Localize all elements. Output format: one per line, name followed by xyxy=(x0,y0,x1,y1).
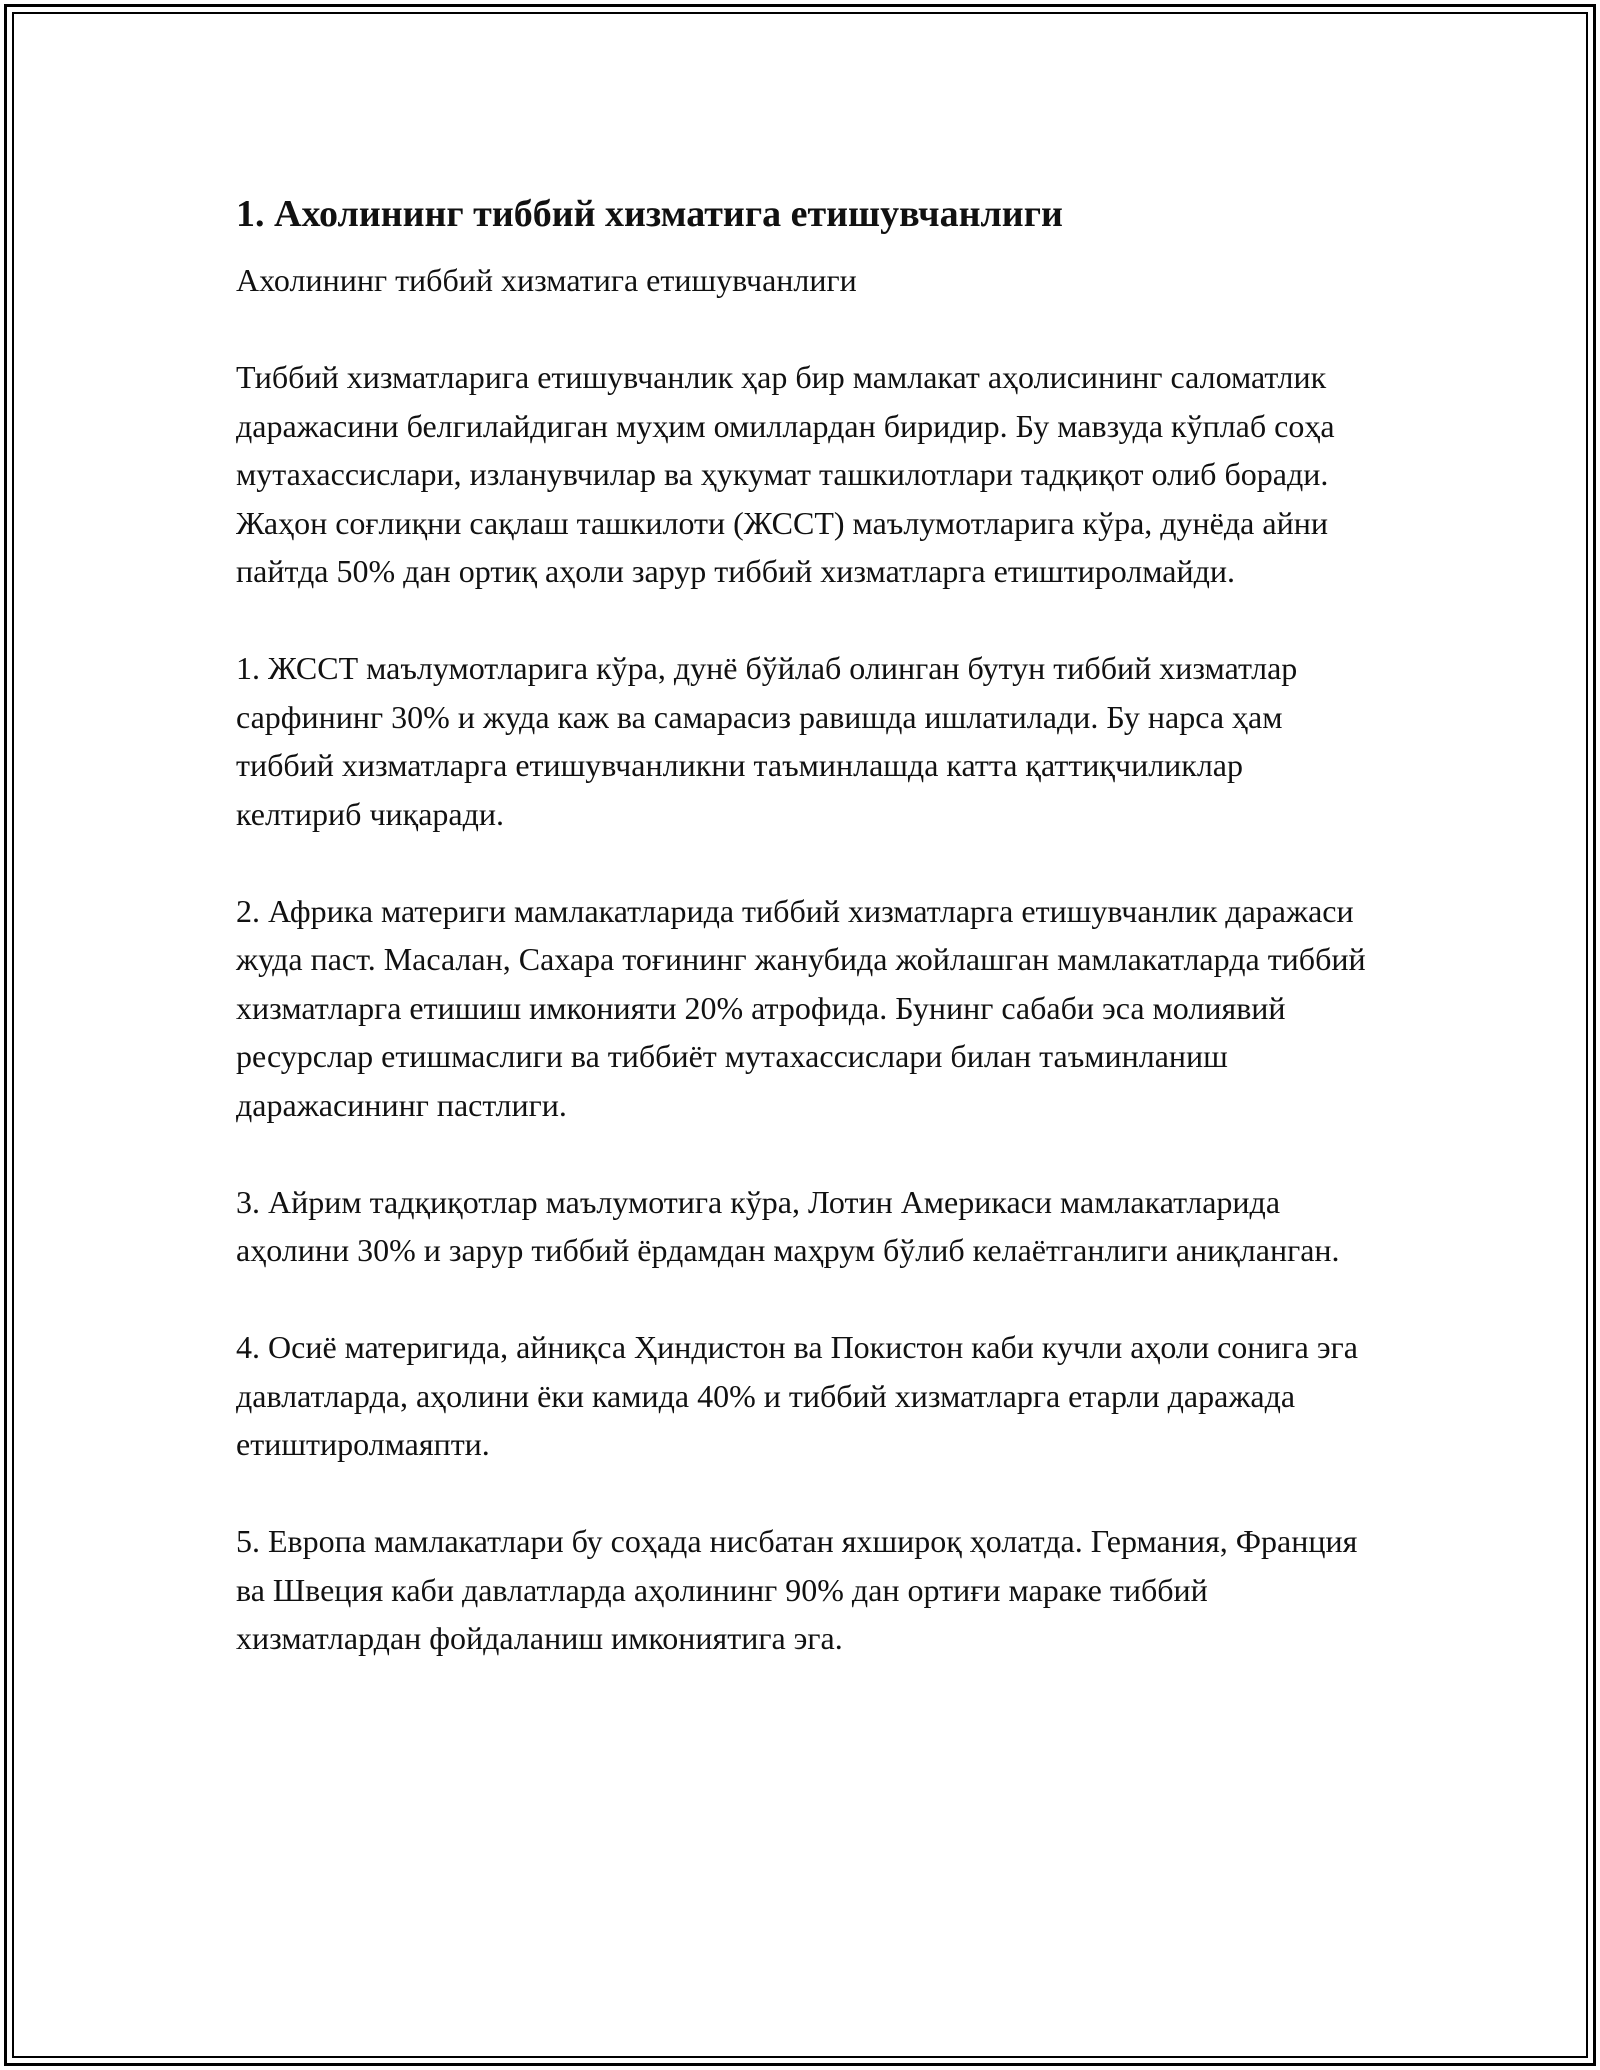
list-item-3: 3. Айрим тадқиқотлар маълумотига кўра, Лотин Америкаси мамлакатларида аҳолини 30% и зарур тиббий ёрдамдан маҳрум бўлиб келаётганлиги аниқланган. xyxy=(236,1183,1340,1268)
list-item-2: 2. Африка материги мамлакатларида тиббий хизматларга етишувчанлик даражаси жуда паст. Масалан, Сахара тоғининг жанубида жойлашган мамлакатларда тиббий хизматларга етишиш имконияти 20% атрофида. Бунинг сабаби эса молиявий ресурслар етишмаслиги ва тиббиёт мутахассислари билан таъминланиш даражасининг пастлиги. xyxy=(236,892,1366,1123)
list-item-5: 5. Европа мамлакатлари бу соҳада нисбатан яхшироқ ҳолатда. Германия, Франция ва Швеция каби давлатларда аҳолининг 90% дан ортиғи мараке тиббий хизматлардан фойдаланиш имкониятига эга. xyxy=(236,1523,1358,1656)
document-heading: 1. Ахолининг тиббий хизматига етишувчанлиги xyxy=(236,193,1063,235)
list-item-4: 4. Осиё материгида, айниқса Ҳиндистон ва Покистон каби кучли аҳоли сонига эга давлатларда, аҳолини ёки камида 40% и тиббий хизматларга етарли даражада етиштиролмаяпти. xyxy=(236,1329,1358,1462)
document-body xyxy=(236,186,1376,1663)
list-item-1: 1. ЖССТ маълумотларига кўра, дунё бўйлаб олинган бутун тиббий хизматлар сарфининг 30% и жуда каж ва самарасиз равишда ишлатилади. Бу нарса ҳам тиббий хизматларга етишувчанликни таъминлашда катта қаттиқчиликлар келтириб чиқаради. xyxy=(236,650,1298,832)
document-subtitle: Ахолининг тиббий хизматига етишувчанлиги xyxy=(236,262,857,298)
intro-paragraph: Тиббий хизматларига етишувчанлик ҳар бир мамлакат аҳолисининг саломатлик даражасини белгилайдиган муҳим омиллардан биридир. Бу мавзуда кўплаб соҳа мутахассислари, изланувчилар ва ҳукумат ташкилотлари тадқиқот олиб боради. Жаҳон соғлиқни сақлаш ташкилоти (ЖССТ) маълумотларига кўра, дунёда айни пайтда 50% дан ортиқ аҳоли зарур тиббий хизматларга етиштиролмайди. xyxy=(236,359,1335,589)
